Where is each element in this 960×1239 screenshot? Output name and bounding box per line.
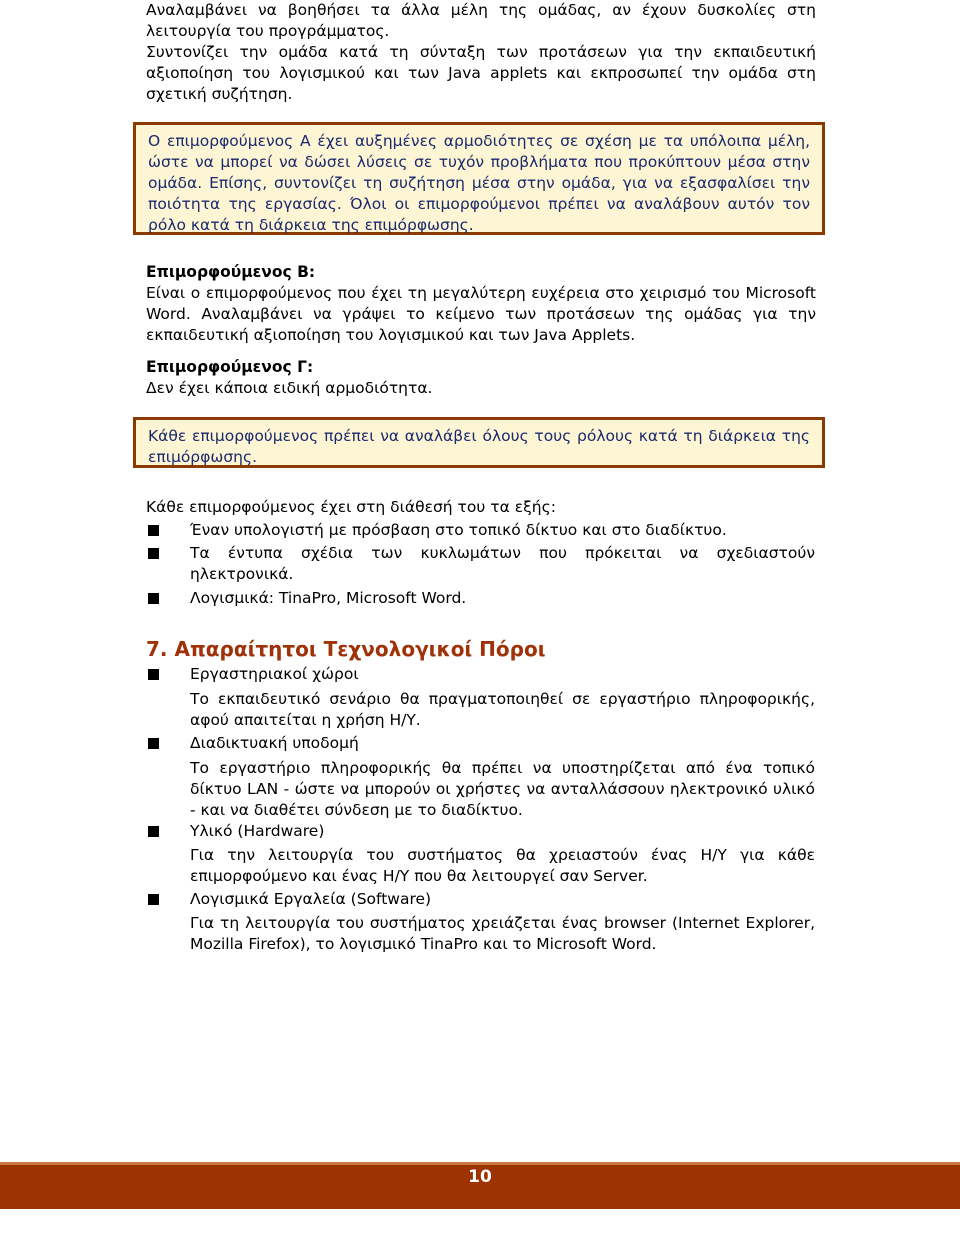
highlight-box-text: Ο επιμορφούμενος Α έχει αυξημένες αρμοδιότητες σε σχέση με τα υπόλοιπα μέλη, ώστε να μπορεί να δώσει λύσεις σε τυχόν προβλήματα που προκύπτουν μέσα στην ομάδα. Επίσης, συντονίζει τη συζήτηση μέσα στην ομάδα, για να εξασφαλίσει την ποιότητα της εργασίας. Όλοι οι επιμορφούμενοι πρέπει να αναλάβουν αυτόν τον ρόλο κατά τη διάρκεια της επιμόρφωσης. [148, 132, 810, 234]
trainee-c-text: Δεν έχει κάποια ειδική αρμοδιότητα. [146, 379, 433, 397]
resources-intro: Κάθε επιμορφούμενος έχει στη διάθεσή του τα εξής: [146, 498, 556, 516]
trainee-c-title: Επιμορφούμενος Γ: [146, 358, 314, 376]
square-bullet-icon [148, 525, 159, 536]
page-number: 10 [468, 1167, 492, 1187]
tech-item-text: Το εκπαιδευτικό σενάριο θα πραγματοποιηθεί σε εργαστήριο πληροφορικής, αφού απαιτείται η χρήση Η/Υ. [190, 690, 815, 729]
trainee-b-title: Επιμορφούμενος Β: [146, 263, 316, 281]
tech-item-title: Εργαστηριακοί χώροι [190, 665, 359, 683]
square-bullet-icon [148, 738, 159, 749]
intro-paragraph-1: Αναλαμβάνει να βοηθήσει τα άλλα μέλη της ομάδας, αν έχουν δυσκολίες στη λειτουργία του προγράμματος. [146, 1, 816, 40]
tech-item-title: Λογισμικά Εργαλεία (Software) [190, 890, 432, 908]
square-bullet-icon [148, 894, 159, 905]
tech-item-text: Για τη λειτουργία του συστήματος χρειάζεται ένας browser (Internet Explorer, Mozilla Firefox), το λογισμικό TinaPro και το Microsoft Word. [190, 914, 815, 953]
section-heading: 7. Απαραίτητοι Τεχνολογικοί Πόροι [146, 637, 546, 661]
tech-item-text: Για την λειτουργία του συστήματος θα χρειαστούν ένας Η/Υ για κάθε επιμορφούμενο και ένας Η/Υ που θα λειτουργεί σαν Server. [190, 846, 815, 885]
square-bullet-icon [148, 593, 159, 604]
highlight-box-text: Κάθε επιμορφούμενος πρέπει να αναλάβει όλους τους ρόλους κατά τη διάρκεια της επιμόρφωσης. [148, 427, 810, 466]
square-bullet-icon [148, 826, 159, 837]
intro-paragraph-2: Συντονίζει την ομάδα κατά τη σύνταξη των προτάσεων για την εκπαιδευτική αξιοποίηση του λογισμικού και των Java applets και εκπροσωπεί την ομάδα στη σχετική συζήτηση. [146, 43, 816, 103]
trainee-b-text: Είναι ο επιμορφούμενος που έχει τη μεγαλύτερη ευχέρεια στο χειρισμό του Microsoft Word. Αναλαμβάνει να γράψει το κείμενο των προτάσεων της ομάδας για την εκπαιδευτική αξιοποίηση του λογισμικού και των Java Applets. [146, 284, 816, 344]
square-bullet-icon [148, 669, 159, 680]
tech-item-title: Διαδικτυακή υποδομή [190, 734, 359, 752]
resource-item: Τα έντυπα σχέδια των κυκλωμάτων που πρόκειται να σχεδιαστούν ηλεκτρονικά. [190, 544, 815, 583]
highlight-box-all-roles [133, 417, 825, 468]
highlight-box-role-a [133, 122, 825, 235]
tech-item-title: Υλικό (Hardware) [190, 822, 325, 840]
resource-item: Λογισμικά: TinaPro, Microsoft Word. [190, 589, 467, 607]
square-bullet-icon [148, 548, 159, 559]
resource-item: Έναν υπολογιστή με πρόσβαση στο τοπικό δίκτυο και στο διαδίκτυο. [190, 521, 727, 539]
tech-item-text: Το εργαστήριο πληροφορικής θα πρέπει να υποστηρίζεται από ένα τοπικό δίκτυο LAN - ώστε να μπορούν οι χρήστες να ανταλλάσσουν ηλεκτρονικό υλικό - και να διαθέτει σύνδεση με το διαδίκτυο. [190, 759, 815, 819]
